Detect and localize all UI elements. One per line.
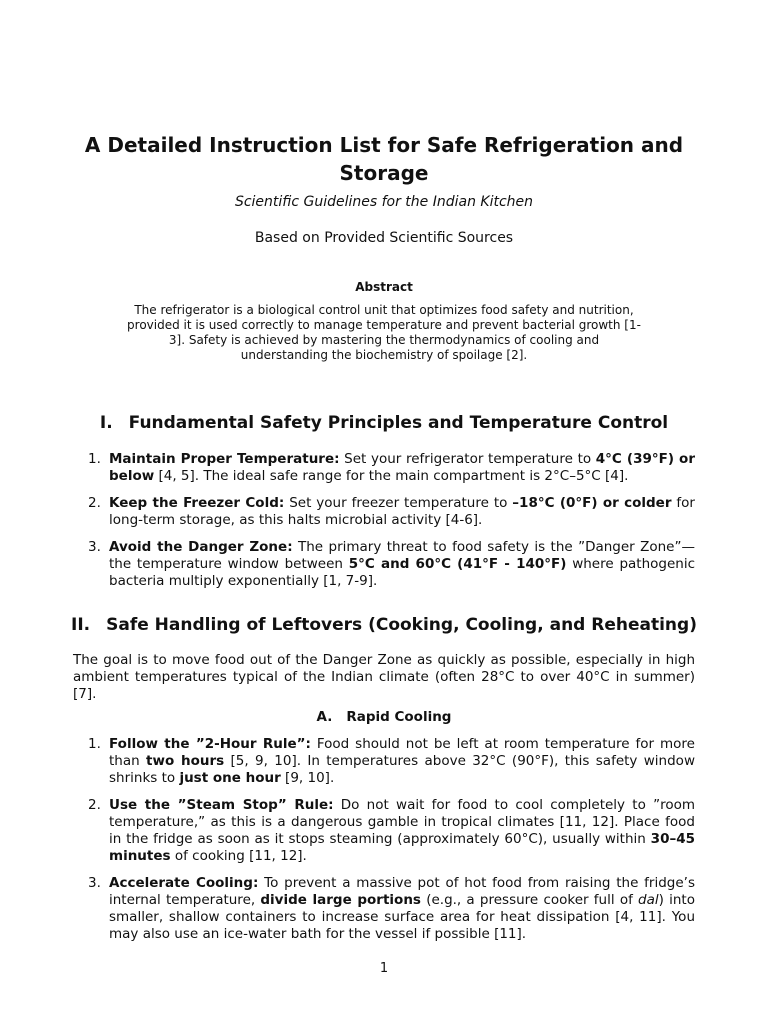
item-lead: Keep the Freezer Cold:	[109, 495, 285, 511]
item-emphasis: –18°C (0°F) or colder	[512, 495, 672, 511]
item-text: [5, 9, 10]. In temperatures above 32°C (90°F), this safety window shrinks to	[109, 753, 695, 786]
item-lead: Accelerate Cooling:	[109, 875, 259, 891]
section-2-title: Safe Handling of Leftovers (Cooking, Cooling, and Reheating)	[106, 615, 697, 635]
item-lead: Maintain Proper Temperature:	[109, 451, 340, 467]
item-emphasis: 5°C and 60°C (41°F - 140°F)	[348, 556, 567, 572]
list-marker: 1.	[88, 736, 101, 752]
item-lead: Avoid the Danger Zone:	[109, 539, 293, 555]
item-text: ) into smaller, shallow containers to increase surface area for heat dissipation [4, 11]. You may also use an ice-water bath for the vessel if possible [11].	[109, 892, 695, 942]
subsection-a-title: Rapid Cooling	[346, 709, 452, 725]
item-emphasis: 4°C (39°F) or below	[109, 451, 695, 484]
item-text: where pathogenic bacteria multiply exponentially [1, 7-9].	[109, 556, 695, 589]
page-number: 1	[379, 961, 389, 976]
abstract-text: The refrigerator is a biological control unit that optimizes food safety and nutrition, provided it is used correctly to manage temperature and prevent bacterial growth [1-3]. Safety is achieved by mastering the thermodynamics of cooling and understanding the biochemistry of spoilage [2].	[127, 303, 641, 362]
item-emphasis: two hours	[146, 753, 225, 769]
item-emphasis: divide large portions	[260, 892, 421, 908]
item-lead: Use the ”Steam Stop” Rule:	[109, 797, 334, 813]
list-marker: 2.	[88, 495, 101, 511]
item-text: Food should not be left at room temperature for more than	[109, 736, 695, 769]
subsection-a-heading	[0, 708, 768, 726]
subsection-a-number: A.	[316, 709, 333, 725]
list-marker: 3.	[88, 875, 101, 891]
item-text: The primary threat to food safety is the ”Danger Zone”—the temperature window between	[109, 539, 695, 572]
abstract-heading: Abstract	[355, 280, 413, 294]
list-item	[73, 539, 695, 590]
subsection-a-list	[73, 736, 695, 953]
section-1-number: I.	[99, 413, 113, 433]
item-emphasis: 30–45 minutes	[109, 831, 695, 864]
item-emphasis: just one hour	[179, 770, 281, 786]
section-1-heading	[0, 412, 768, 434]
item-italic: dal	[638, 892, 659, 908]
section-1-title: Fundamental Safety Principles and Temperature Control	[128, 413, 669, 433]
item-text: of cooking [11, 12].	[170, 848, 307, 864]
item-lead: Follow the ”2-Hour Rule”:	[109, 736, 311, 752]
document-title: A Detailed Instruction List for Safe Refrigeration and Storage	[84, 133, 684, 185]
document-subtitle: Scientific Guidelines for the Indian Kitchen	[234, 194, 534, 210]
item-text: To prevent a massive pot of hot food from raising the fridge’s internal temperature,	[109, 875, 695, 908]
list-item	[73, 451, 695, 485]
section-1-list	[73, 451, 695, 600]
list-item	[73, 495, 695, 529]
item-text: (e.g., a pressure cooker full of	[420, 892, 639, 908]
item-text: Set your refrigerator temperature to	[339, 451, 596, 467]
list-item	[73, 797, 695, 865]
author-line: Based on Provided Scientific Sources	[254, 230, 514, 246]
section-2-intro: The goal is to move food out of the Danger Zone as quickly as possible, especially in high ambient temperatures typical of the Indian climate (often 28°C to over 40°C in summer) [7].	[73, 652, 695, 702]
item-text: [9, 10].	[280, 770, 335, 786]
item-text: Do not wait for food to cool completely to ”room temperature,” as this is a dangerous gamble in tropical climates [11, 12]. Place food in the fridge as soon as it stops steaming (approximately 60°C), usually within	[109, 797, 696, 847]
list-marker: 2.	[88, 797, 101, 813]
list-marker: 1.	[88, 451, 101, 467]
section-2-heading	[0, 614, 768, 636]
list-item	[73, 875, 695, 943]
list-marker: 3.	[88, 539, 101, 555]
item-text: for long-term storage, as this halts microbial activity [4-6].	[109, 495, 695, 528]
list-item	[73, 736, 695, 787]
item-text: Set your freezer temperature to	[284, 495, 513, 511]
item-text: [4, 5]. The ideal safe range for the main compartment is 2°C–5°C [4].	[154, 468, 629, 484]
section-2-number: II.	[71, 615, 91, 635]
